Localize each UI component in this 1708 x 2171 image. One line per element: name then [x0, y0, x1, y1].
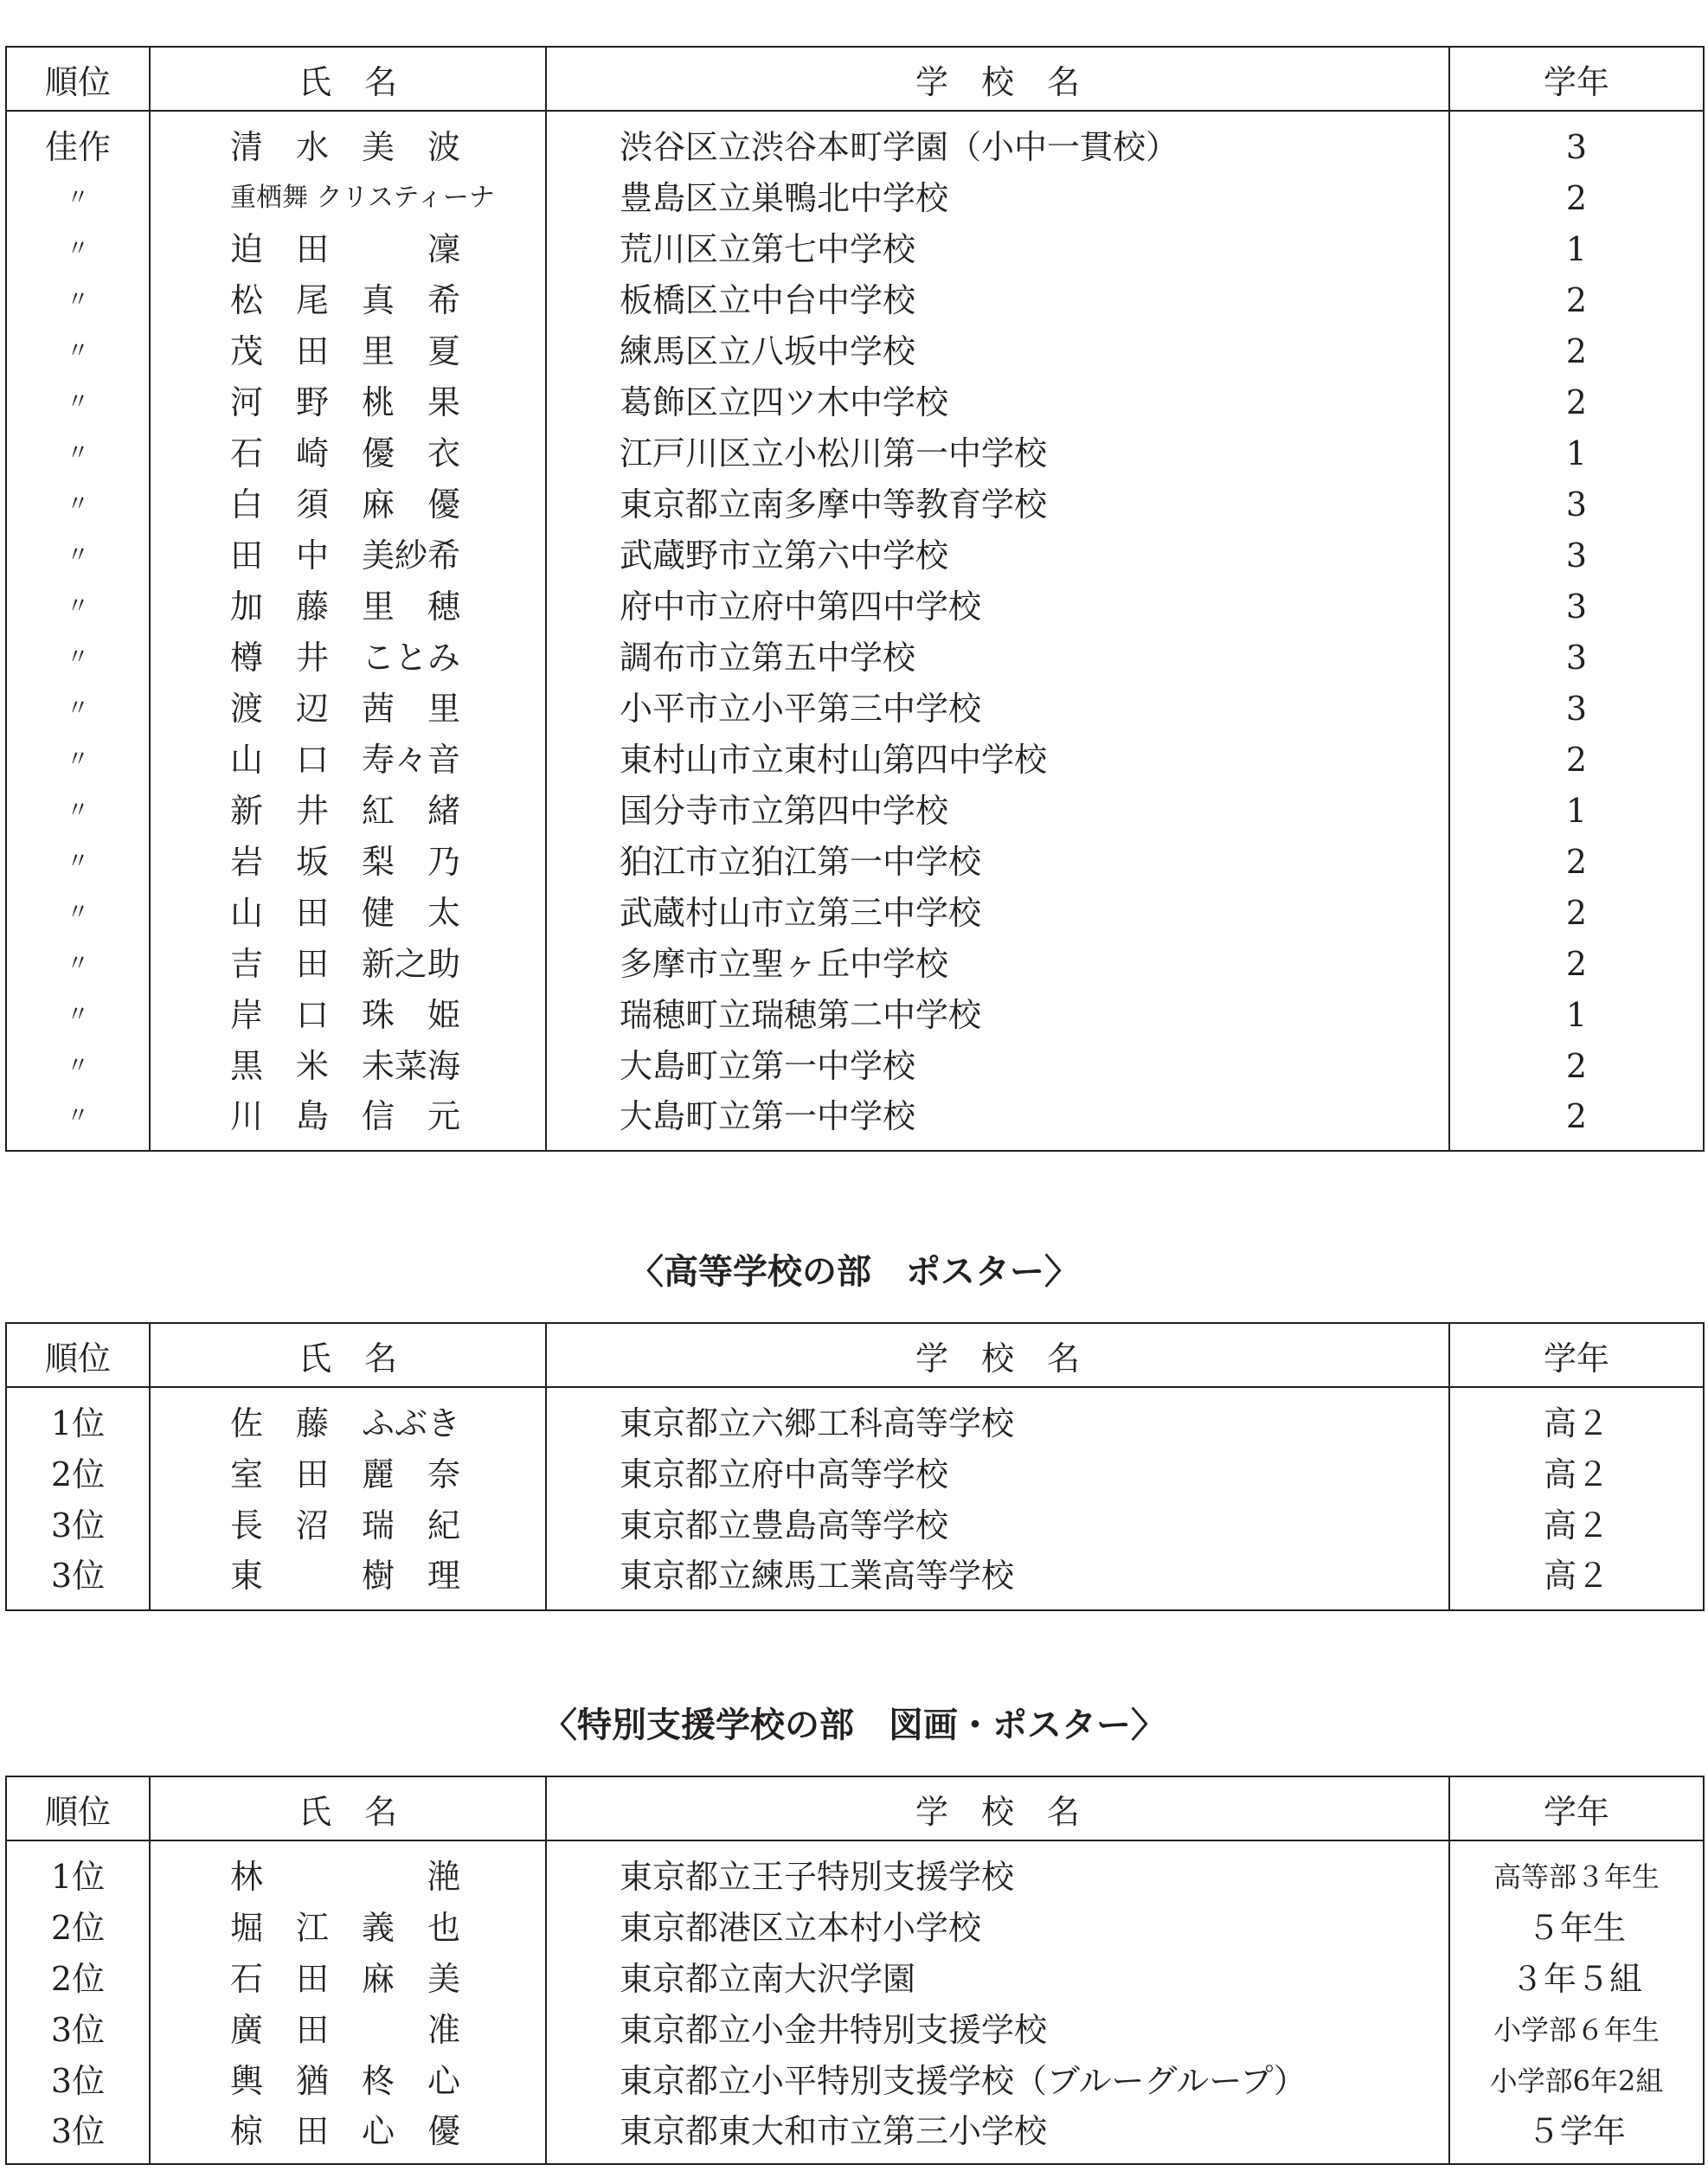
rank-cell: 〃 [6, 325, 150, 376]
grade-cell: 高２ [1449, 1551, 1704, 1610]
school-cell: 渋谷区立渋谷本町学園（小中一貫校） [546, 111, 1449, 172]
school-cell: 練馬区立八坂中学校 [546, 325, 1449, 376]
school-cell: 東京都立練馬工業高等学校 [546, 1551, 1449, 1610]
name-cell: 石 崎 優 衣 [150, 427, 546, 479]
name-cell: 東 樹 理 [150, 1551, 546, 1610]
table-row [6, 1551, 1704, 1610]
table-row [6, 479, 1704, 530]
school-cell: 東京都立豊島高等学校 [546, 1500, 1449, 1551]
school-cell: 東村山市立東村山第四中学校 [546, 734, 1449, 785]
school-cell: 小平市立小平第三中学校 [546, 683, 1449, 734]
school-cell: 大島町立第一中学校 [546, 1040, 1449, 1091]
name-cell: 輿 猶 柊 心 [150, 2055, 546, 2106]
rank-cell: 3位 [6, 1551, 150, 1610]
name-cell: 黒 米 未菜海 [150, 1040, 546, 1091]
name-cell: 樽 井 ことみ [150, 632, 546, 683]
rank-cell: 〃 [6, 734, 150, 785]
name-cell: 渡 辺 茜 里 [150, 683, 546, 734]
grade-cell: 1 [1449, 223, 1704, 274]
rank-cell: 3位 [6, 2004, 150, 2055]
name-cell: 白 須 麻 優 [150, 479, 546, 530]
name-cell: 佐 藤 ふぶき [150, 1387, 546, 1448]
grade-cell: 2 [1449, 734, 1704, 785]
name-cell: 石 田 麻 美 [150, 1953, 546, 2004]
school-cell: 武蔵村山市立第三中学校 [546, 887, 1449, 938]
name-cell: 清 水 美 波 [150, 111, 546, 172]
rank-cell: 2位 [6, 1448, 150, 1500]
rank-cell: 1位 [6, 1840, 150, 1902]
rank-cell: 〃 [6, 427, 150, 479]
grade-cell: 2 [1449, 376, 1704, 427]
grade-cell: 1 [1449, 785, 1704, 836]
header-school: 学 校 名 [546, 47, 1449, 111]
rank-cell: 〃 [6, 172, 150, 223]
header-rank: 順位 [6, 47, 150, 111]
school-cell: 板橋区立中台中学校 [546, 274, 1449, 325]
rank-cell: 3位 [6, 1500, 150, 1551]
grade-cell: 高等部３年生 [1449, 1840, 1704, 1902]
table-row [6, 734, 1704, 785]
rank-cell: 3位 [6, 2106, 150, 2164]
table-row [6, 1953, 1704, 2004]
rank-cell: 〃 [6, 223, 150, 274]
school-cell: 東京都立南多摩中等教育学校 [546, 479, 1449, 530]
school-cell: 江戸川区立小松川第一中学校 [546, 427, 1449, 479]
school-cell: 東京都立南大沢学園 [546, 1953, 1449, 2004]
table-row [6, 1500, 1704, 1551]
grade-cell: 2 [1449, 836, 1704, 887]
name-cell: 堀 江 義 也 [150, 1902, 546, 1953]
grade-cell: 小学部6年2組 [1449, 2055, 1704, 2106]
grade-cell: 2 [1449, 172, 1704, 223]
award-table-honorable-mention [5, 46, 1705, 1152]
header-grade: 学年 [1449, 1323, 1704, 1387]
name-cell: 山 口 寿々音 [150, 734, 546, 785]
name-cell: 岩 坂 梨 乃 [150, 836, 546, 887]
school-cell: 東京都立府中高等学校 [546, 1448, 1449, 1500]
table-row [6, 887, 1704, 938]
rank-cell: 2位 [6, 1953, 150, 2004]
rank-cell: 〃 [6, 530, 150, 581]
grade-cell: 2 [1449, 887, 1704, 938]
grade-cell: ５年生 [1449, 1902, 1704, 1953]
name-cell: 川 島 信 元 [150, 1091, 546, 1151]
table-row [6, 1448, 1704, 1500]
rank-cell: 〃 [6, 836, 150, 887]
table-header-row [6, 47, 1704, 111]
section-title-special-support: 〈特別支援学校の部 図画・ポスター〉 [543, 1705, 1165, 1745]
grade-cell: 3 [1449, 581, 1704, 632]
grade-cell: 3 [1449, 479, 1704, 530]
name-cell: 河 野 桃 果 [150, 376, 546, 427]
grade-cell: 2 [1449, 1091, 1704, 1151]
name-cell: 新 井 紅 緒 [150, 785, 546, 836]
name-cell: 山 田 健 太 [150, 887, 546, 938]
grade-cell: 3 [1449, 530, 1704, 581]
school-cell: 狛江市立狛江第一中学校 [546, 836, 1449, 887]
name-cell: 吉 田 新之助 [150, 938, 546, 989]
name-cell: 松 尾 真 希 [150, 274, 546, 325]
header-grade: 学年 [1449, 1776, 1704, 1840]
rank-cell: 〃 [6, 479, 150, 530]
school-cell: 荒川区立第七中学校 [546, 223, 1449, 274]
header-name: 氏 名 [150, 47, 546, 111]
school-cell: 府中市立府中第四中学校 [546, 581, 1449, 632]
school-cell: 葛飾区立四ツ木中学校 [546, 376, 1449, 427]
grade-cell: 1 [1449, 427, 1704, 479]
name-cell: 室 田 麗 奈 [150, 1448, 546, 1500]
name-cell: 岸 口 珠 姫 [150, 989, 546, 1040]
grade-cell: 高２ [1449, 1500, 1704, 1551]
table-header-row [6, 1776, 1704, 1840]
table-row [6, 223, 1704, 274]
school-cell: 大島町立第一中学校 [546, 1091, 1449, 1151]
rank-cell: 〃 [6, 376, 150, 427]
name-cell: 迫 田 凜 [150, 223, 546, 274]
grade-cell: 3 [1449, 683, 1704, 734]
grade-cell: 2 [1449, 274, 1704, 325]
table-row [6, 530, 1704, 581]
school-cell: 多摩市立聖ヶ丘中学校 [546, 938, 1449, 989]
table-row [6, 1387, 1704, 1448]
grade-cell: ３年５組 [1449, 1953, 1704, 2004]
grade-cell: 1 [1449, 989, 1704, 1040]
name-cell: 長 沼 瑞 紀 [150, 1500, 546, 1551]
rank-cell: 〃 [6, 785, 150, 836]
table-row [6, 325, 1704, 376]
school-cell: 調布市立第五中学校 [546, 632, 1449, 683]
header-school: 学 校 名 [546, 1323, 1449, 1387]
section-title-high-school: 〈高等学校の部 ポスター〉 [629, 1252, 1079, 1292]
table-header-row [6, 1323, 1704, 1387]
table-row [6, 1091, 1704, 1151]
table-body [6, 1840, 1704, 2164]
header-rank: 順位 [6, 1776, 150, 1840]
header-name: 氏 名 [150, 1323, 546, 1387]
name-cell: 田 中 美紗希 [150, 530, 546, 581]
rank-cell: 佳作 [6, 111, 150, 172]
header-grade: 学年 [1449, 47, 1704, 111]
rank-cell: 〃 [6, 632, 150, 683]
grade-cell: 2 [1449, 325, 1704, 376]
rank-cell: 3位 [6, 2055, 150, 2106]
grade-cell: 2 [1449, 1040, 1704, 1091]
rank-cell: 〃 [6, 1040, 150, 1091]
table-row [6, 836, 1704, 887]
school-cell: 東京都立小金井特別支援学校 [546, 2004, 1449, 2055]
grade-cell: 3 [1449, 111, 1704, 172]
table-row [6, 427, 1704, 479]
header-rank: 順位 [6, 1323, 150, 1387]
table-row [6, 938, 1704, 989]
school-cell: 東京都立小平特別支援学校（ブルーグループ） [546, 2055, 1449, 2106]
table-row [6, 1840, 1704, 1902]
school-cell: 東京都東大和市立第三小学校 [546, 2106, 1449, 2164]
table-row [6, 2106, 1704, 2164]
header-school: 学 校 名 [546, 1776, 1449, 1840]
rank-cell: 〃 [6, 581, 150, 632]
school-cell: 瑞穂町立瑞穂第二中学校 [546, 989, 1449, 1040]
table-row [6, 989, 1704, 1040]
award-table-high-school [5, 1322, 1705, 1611]
table-row [6, 1040, 1704, 1091]
award-table-special-support [5, 1776, 1705, 2165]
grade-cell: 高２ [1449, 1387, 1704, 1448]
table-row [6, 111, 1704, 172]
rank-cell: 2位 [6, 1902, 150, 1953]
school-cell: 豊島区立巣鴨北中学校 [546, 172, 1449, 223]
name-cell: 林 滟 [150, 1840, 546, 1902]
rank-cell: 〃 [6, 274, 150, 325]
school-cell: 東京都港区立本村小学校 [546, 1902, 1449, 1953]
name-cell: 廣 田 准 [150, 2004, 546, 2055]
rank-cell: 〃 [6, 683, 150, 734]
table-body [6, 111, 1704, 1151]
grade-cell: 3 [1449, 632, 1704, 683]
school-cell: 国分寺市立第四中学校 [546, 785, 1449, 836]
name-cell: 椋 田 心 優 [150, 2106, 546, 2164]
table-row [6, 581, 1704, 632]
grade-cell: 2 [1449, 938, 1704, 989]
rank-cell: 〃 [6, 1091, 150, 1151]
table-row [6, 2004, 1704, 2055]
table-row [6, 683, 1704, 734]
name-cell: 茂 田 里 夏 [150, 325, 546, 376]
school-cell: 東京都立王子特別支援学校 [546, 1840, 1449, 1902]
rank-cell: 〃 [6, 989, 150, 1040]
school-cell: 東京都立六郷工科高等学校 [546, 1387, 1449, 1448]
name-cell: 重栖舞 クリスティーナ [150, 172, 546, 223]
table-row [6, 172, 1704, 223]
table-row [6, 1902, 1704, 1953]
table-row [6, 2055, 1704, 2106]
rank-cell: 1位 [6, 1387, 150, 1448]
table-row [6, 274, 1704, 325]
header-name: 氏 名 [150, 1776, 546, 1840]
table-row [6, 376, 1704, 427]
rank-cell: 〃 [6, 938, 150, 989]
school-cell: 武蔵野市立第六中学校 [546, 530, 1449, 581]
table-body [6, 1387, 1704, 1610]
grade-cell: ５学年 [1449, 2106, 1704, 2164]
table-row [6, 785, 1704, 836]
name-cell: 加 藤 里 穂 [150, 581, 546, 632]
rank-cell: 〃 [6, 887, 150, 938]
grade-cell: 小学部６年生 [1449, 2004, 1704, 2055]
grade-cell: 高２ [1449, 1448, 1704, 1500]
table-row [6, 632, 1704, 683]
